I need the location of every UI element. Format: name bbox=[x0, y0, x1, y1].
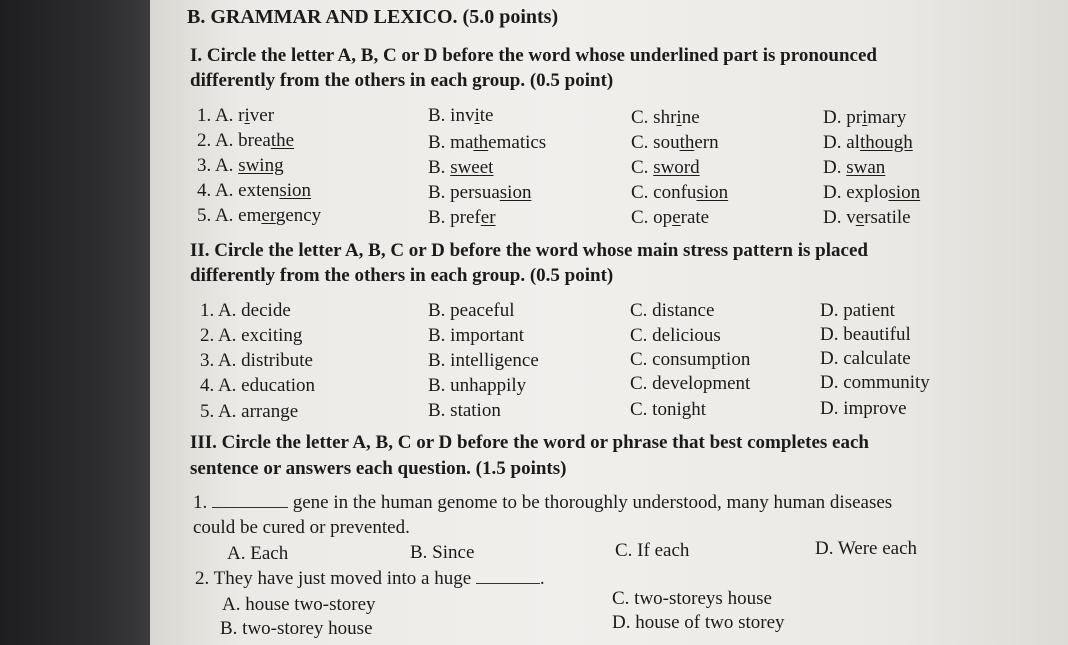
section1-title-line2: differently from the others in each group. (0.5 point) bbox=[190, 70, 614, 91]
option-c: C. operate bbox=[631, 207, 710, 228]
option-d: D. improve bbox=[820, 398, 907, 419]
option-a: 2. A. breathe bbox=[197, 130, 295, 151]
section-heading: B. GRAMMAR AND LEXICO. (5.0 points) bbox=[187, 6, 559, 28]
option-d: D. house of two storey bbox=[612, 612, 785, 633]
option-b: B. Since bbox=[410, 542, 475, 563]
option-c: C. shrine bbox=[631, 107, 700, 128]
answer-blank bbox=[212, 506, 288, 508]
option-d: D. although bbox=[823, 132, 913, 153]
option-d: D. beautiful bbox=[820, 324, 911, 345]
option-d: D. primary bbox=[823, 107, 907, 128]
section2-title-line1: II. Circle the letter A, B, C or D before the word whose main stress pattern is placed bbox=[190, 240, 868, 261]
option-a: 4. A. education bbox=[200, 375, 316, 396]
option-a: 2. A. exciting bbox=[200, 325, 303, 346]
option-a: 3. A. swing bbox=[197, 155, 284, 176]
question-2-text: 2. They have just moved into a huge . bbox=[195, 568, 545, 589]
monitor-bezel bbox=[0, 0, 150, 645]
option-b: B. peaceful bbox=[428, 300, 515, 321]
option-b: B. mathematics bbox=[428, 132, 547, 153]
section1-title-line1: I. Circle the letter A, B, C or D before the word whose underlined part is pronounced bbox=[190, 45, 877, 66]
option-a: 4. A. extension bbox=[197, 180, 312, 201]
option-a: A. Each bbox=[227, 543, 289, 564]
option-c: C. If each bbox=[615, 540, 690, 561]
option-d: D. versatile bbox=[823, 207, 911, 228]
option-a: 5. A. emergency bbox=[197, 205, 322, 226]
section2-title-line2: differently from the others in each group. (0.5 point) bbox=[190, 265, 614, 286]
option-d: D. Were each bbox=[815, 538, 918, 559]
option-c: C. distance bbox=[630, 300, 715, 321]
option-a: 3. A. distribute bbox=[200, 350, 313, 371]
answer-blank bbox=[476, 582, 540, 584]
section3-title-line1: III. Circle the letter A, B, C or D before the word or phrase that best completes each bbox=[190, 432, 869, 453]
option-d: D. community bbox=[820, 372, 930, 393]
option-b: B. invite bbox=[428, 105, 494, 126]
option-b: B. unhappily bbox=[428, 375, 527, 396]
option-c: C. tonight bbox=[630, 399, 707, 420]
section3-title-line2: sentence or answers each question. (1.5 points) bbox=[190, 458, 567, 479]
option-c: C. sword bbox=[631, 157, 700, 178]
question-1-text: 1. gene in the human genome to be thoroughly understood, many human diseases bbox=[193, 492, 893, 513]
option-b: B. station bbox=[428, 400, 501, 421]
option-b: B. two-storey house bbox=[220, 618, 373, 639]
option-c: C. confusion bbox=[631, 182, 729, 203]
option-b: B. prefer bbox=[428, 207, 496, 228]
option-c: C. delicious bbox=[630, 325, 721, 346]
option-c: C. southern bbox=[631, 132, 719, 153]
option-b: B. intelligence bbox=[428, 350, 539, 371]
option-d: D. patient bbox=[820, 300, 895, 321]
option-d: D. explosion bbox=[823, 182, 921, 203]
option-c: C. development bbox=[630, 373, 751, 394]
option-b: B. sweet bbox=[428, 157, 494, 178]
option-c: C. consumption bbox=[630, 349, 751, 370]
option-a: 1. A. decide bbox=[200, 300, 291, 321]
option-a: 1. A. river bbox=[197, 105, 275, 126]
option-a: 5. A. arrange bbox=[200, 401, 299, 422]
option-d: D. calculate bbox=[820, 348, 911, 369]
option-b: B. important bbox=[428, 325, 525, 346]
question-1-line2: could be cured or prevented. bbox=[193, 517, 410, 538]
option-b: B. persuasion bbox=[428, 182, 532, 203]
option-c: C. two-storeys house bbox=[612, 588, 772, 609]
option-d: D. swan bbox=[823, 157, 886, 178]
option-a: A. house two-storey bbox=[222, 594, 376, 615]
